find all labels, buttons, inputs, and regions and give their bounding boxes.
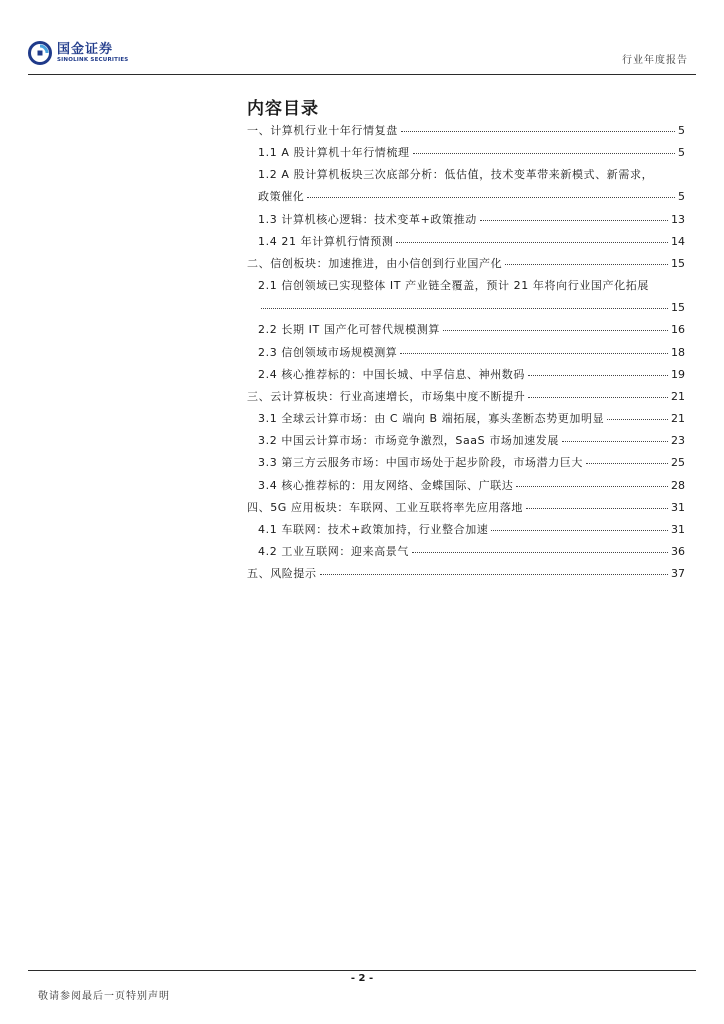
toc-entry-label: 三、云计算板块：行业高速增长，市场集中度不断提升 <box>247 389 526 403</box>
toc-entry[interactable] <box>247 347 685 369</box>
toc-entry[interactable] <box>247 546 685 568</box>
toc-entry[interactable] <box>247 524 685 546</box>
toc-entry-continuation[interactable] <box>247 191 685 213</box>
toc-leader-dots <box>528 375 668 376</box>
toc-entry-label: 一、计算机行业十年行情复盘 <box>247 124 398 137</box>
toc-entry-page: 23 <box>671 434 685 448</box>
toc-leader-dots <box>261 308 668 309</box>
disclaimer-note: 敬请参阅最后一页特别声明 <box>38 991 170 1002</box>
toc-entry[interactable] <box>247 480 685 502</box>
toc-entry-label: 2.4 核心推荐标的：中国长城、中孚信息、神州数码 <box>258 367 525 381</box>
toc-entry-page: 31 <box>671 523 685 536</box>
toc-entry-page: 5 <box>678 190 685 204</box>
toc-entry-page: 15 <box>671 256 685 270</box>
toc-entry-page: 13 <box>671 212 685 226</box>
toc-entry-page: 31 <box>671 500 685 514</box>
toc-entry-label: 2.3 信创领域市场规模测算 <box>258 345 398 359</box>
toc-entry-page: 21 <box>671 389 685 403</box>
header-divider <box>28 74 696 75</box>
toc-entry-page: 37 <box>671 567 685 581</box>
toc-entry-page: 25 <box>671 456 685 470</box>
toc-leader-dots <box>586 463 668 464</box>
toc-entry-page: 19 <box>671 367 685 381</box>
toc-entry-page: 5 <box>678 146 685 160</box>
company-logo <box>28 40 128 66</box>
toc-entry-label: 3.2 中国云计算市场：市场竞争激烈，SaaS 市场加速发展 <box>258 434 559 448</box>
toc-leader-dots <box>443 330 668 331</box>
toc-entry-page: 14 <box>671 234 685 248</box>
logo-chinese-name: 国金证券 <box>57 41 114 57</box>
toc-entry[interactable] <box>247 125 685 147</box>
toc-entry-label: 1.2 A 股计算机板块三次底部分析：低估值，技术变革带来新模式、新需求， <box>258 168 654 182</box>
toc-entry[interactable] <box>247 457 685 479</box>
toc-entry-label-continued: 政策催化 <box>258 190 305 204</box>
toc-entry-label: 四、5G 应用板块：车联网、工业互联将率先应用落地 <box>247 500 524 514</box>
toc-entry-label: 二、信创板块：加速推进，由小信创到行业国产化 <box>247 256 503 270</box>
toc-leader-dots <box>516 486 668 487</box>
toc-leader-dots <box>400 353 668 354</box>
toc-entry-label: 1.4 21 年计算机行情预测 <box>258 234 394 248</box>
toc-entry-page: 15 <box>671 301 685 315</box>
toc-entry[interactable] <box>247 369 685 391</box>
toc-entry-label: 1.3 计算机核心逻辑：技术变革+政策推动 <box>258 212 477 226</box>
toc-leader-dots <box>320 574 668 575</box>
toc-leader-dots <box>307 197 675 198</box>
toc-entry[interactable] <box>247 236 685 258</box>
toc-entry-label: 4.2 工业互联网：迎来高景气 <box>258 545 409 559</box>
toc-entry[interactable] <box>247 502 685 524</box>
toc-entry-label: 五、风险提示 <box>247 567 317 581</box>
toc-entry[interactable] <box>247 568 685 590</box>
toc-entry-page: 16 <box>671 323 685 337</box>
report-type-label: 行业年度报告 <box>622 55 688 66</box>
toc-entry-page: 18 <box>671 345 685 359</box>
table-of-contents <box>247 125 685 591</box>
toc-leader-dots <box>412 552 668 553</box>
toc-entry-page: 5 <box>678 124 685 137</box>
toc-entry-page: 21 <box>671 412 685 426</box>
toc-entry[interactable] <box>247 280 685 302</box>
toc-entry-label: 3.1 全球云计算市场：由 C 端向 B 端拓展，寡头垄断态势更加明显 <box>258 412 605 426</box>
toc-title: 内容目录 <box>247 99 319 119</box>
toc-entry-label: 2.1 信创领域已实现整体 IT 产业链全覆盖，预计 21 年将向行业国产化拓展 <box>258 279 649 293</box>
toc-entry[interactable] <box>247 435 685 457</box>
toc-leader-dots <box>505 264 668 265</box>
toc-entry-label: 4.1 车联网：技术+政策加持，行业整合加速 <box>258 523 489 536</box>
logo-english-name: SINOLINK SECURITIES <box>57 56 129 63</box>
toc-leader-dots <box>607 419 668 420</box>
toc-entry[interactable] <box>247 214 685 236</box>
toc-leader-dots <box>480 220 668 221</box>
page-number: - 2 - <box>350 973 374 984</box>
toc-leader-dots <box>562 441 668 442</box>
toc-leader-dots <box>528 397 668 398</box>
toc-leader-dots <box>413 153 675 154</box>
toc-entry-label: 3.3 第三方云服务市场：中国市场处于起步阶段，市场潜力巨大 <box>258 456 583 470</box>
toc-leader-dots <box>526 508 668 509</box>
toc-entry[interactable] <box>247 258 685 280</box>
toc-entry[interactable] <box>247 391 685 413</box>
toc-entry-page: 28 <box>671 478 685 492</box>
toc-entry-label: 3.4 核心推荐标的：用友网络、金蝶国际、广联达 <box>258 478 514 492</box>
toc-entry[interactable] <box>247 413 685 435</box>
toc-entry-label: 2.2 长期 IT 国产化可替代规模测算 <box>258 323 440 337</box>
toc-leader-dots <box>396 242 668 243</box>
page-header <box>28 36 696 72</box>
toc-entry-label: 1.1 A 股计算机十年行情梳理 <box>258 146 410 160</box>
toc-leader-dots <box>491 530 668 531</box>
toc-entry[interactable] <box>247 169 685 191</box>
toc-entry-continuation[interactable] <box>247 302 685 324</box>
sinolink-logo-icon <box>28 41 52 65</box>
toc-leader-dots <box>401 131 675 132</box>
toc-entry-page: 36 <box>671 545 685 559</box>
toc-entry[interactable] <box>247 147 685 169</box>
footer-divider <box>28 970 696 971</box>
toc-entry[interactable] <box>247 324 685 346</box>
